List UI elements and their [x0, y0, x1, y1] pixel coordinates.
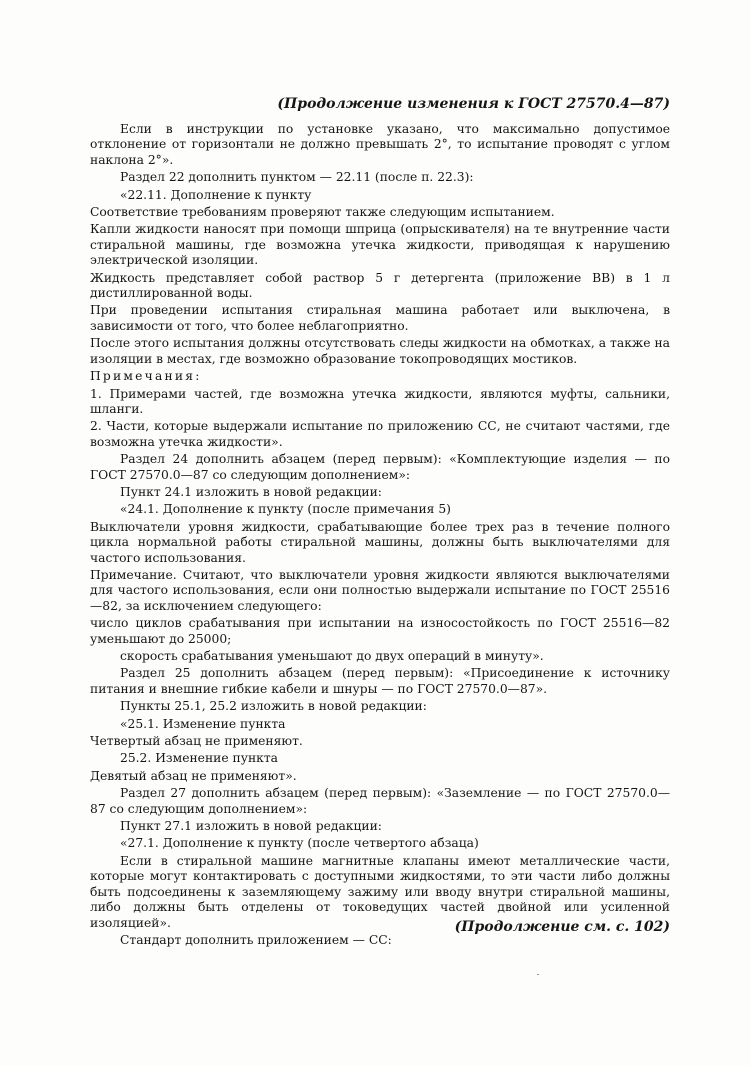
paragraph: Раздел 22 дополнить пунктом — 22.11 (после п. 22.3): — [120, 170, 474, 185]
document-body — [90, 122, 670, 950]
paragraph: Раздел 24 дополнить абзацем (перед первым): «Комплектующие изделия — по ГОСТ 27570.0—87 со следующим дополнением»: — [90, 452, 670, 482]
paragraph: Стандарт дополнить приложением — СС: — [120, 932, 392, 947]
paragraph: Пункт 24.1 изложить в новой редакции: — [120, 484, 382, 499]
paragraph: Если в стиральной машине магнитные клапаны имеют металлические части, которые могут контактировать с доступными жидкостями, то эти части либо должны быть подсоединены к заземляющему зажиму или вводу внутри стиральной машины, либо должны быть отделены от токоведущих частей двойной или усиленной изоляцией». — [90, 853, 670, 930]
paragraph: Выключатели уровня жидкости, срабатывающие более трех раз в течение полного цикла нормальной работы стиральной машины, должны быть выключателями для частого использования. — [90, 519, 670, 565]
paragraph: После этого испытания должны отсутствовать следы жидкости на обмотках, а также на изоляции в местах, где возможно образование токопроводящих мостиков. — [90, 336, 670, 366]
paragraph: Пункты 25.1, 25.2 изложить в новой редакции: — [120, 699, 427, 714]
paragraph: Четвертый абзац не применяют. — [90, 734, 303, 749]
paragraph: При проведении испытания стиральная машина работает или выключена, в зависимости от того, что более неблагоприятно. — [90, 303, 670, 333]
paragraph: Если в инструкции по установке указано, что максимально допустимое отклонение от горизонтали не должно превышать 2°, то испытание проводят с углом наклона 2°». — [90, 122, 670, 167]
paragraph: Девятый абзац не применяют». — [90, 768, 297, 783]
note-item: 1. Примерами частей, где возможна утечка жидкости, являются муфты, сальники, шланги. — [90, 386, 670, 416]
note-paragraph: Примечание. Считают, что выключатели уровня жидкости являются выключателями для частого использования, если они полностью выдержали испытание по ГОСТ 25516—82, за исключением следующего: — [90, 567, 670, 613]
paragraph: скорость срабатывания уменьшают до двух операций в минуту». — [120, 649, 544, 663]
paragraph: «24.1. Дополнение к пункту (после примечания 5) — [120, 502, 451, 517]
note-item: 2. Части, которые выдержали испытание по приложению СС, не считают частями, где возможна утечка жидкости». — [90, 419, 670, 449]
paragraph: Раздел 27 дополнить абзацем (перед первым): «Заземление — по ГОСТ 27570.0—87 со следующим дополнением»: — [90, 786, 670, 816]
paragraph: «22.11. Дополнение к пункту — [120, 187, 312, 202]
paragraph: «27.1. Дополнение к пункту (после четвертого абзаца) — [120, 836, 479, 851]
paragraph: Раздел 25 дополнить абзацем (перед первым): «Присоединение к источнику питания и внешние гибкие кабели и шнуры — по ГОСТ 27570.0—87». — [90, 666, 670, 696]
page-footer: (Продолжение см. с. 102) — [454, 919, 670, 935]
paragraph: Капли жидкости наносят при помощи шприца (опрыскивателя) на те внутренние части стиральной машины, где возможна утечка жидкости, приводящая к нарушению электрической изоляции. — [90, 222, 670, 268]
paragraph: Жидкость представляет собой раствор 5 г детергента (приложение ВВ) в 1 л дистиллированной воды. — [90, 270, 670, 301]
paragraph: Соответствие требованиям проверяют также следующим испытанием. — [90, 205, 555, 220]
paragraph: 25.2. Изменение пункта — [120, 751, 278, 766]
notes-heading: Примечания: — [90, 369, 202, 384]
paragraph: Пункт 27.1 изложить в новой редакции: — [120, 819, 382, 834]
paragraph: число циклов срабатывания при испытании на износостойкость по ГОСТ 25516—82 уменьшают до 25000; — [90, 616, 670, 646]
page-header: (Продолжение изменения к ГОСТ 27570.4—87) — [277, 96, 670, 112]
scan-speck — [537, 974, 539, 975]
paragraph: «25.1. Изменение пункта — [120, 716, 286, 731]
